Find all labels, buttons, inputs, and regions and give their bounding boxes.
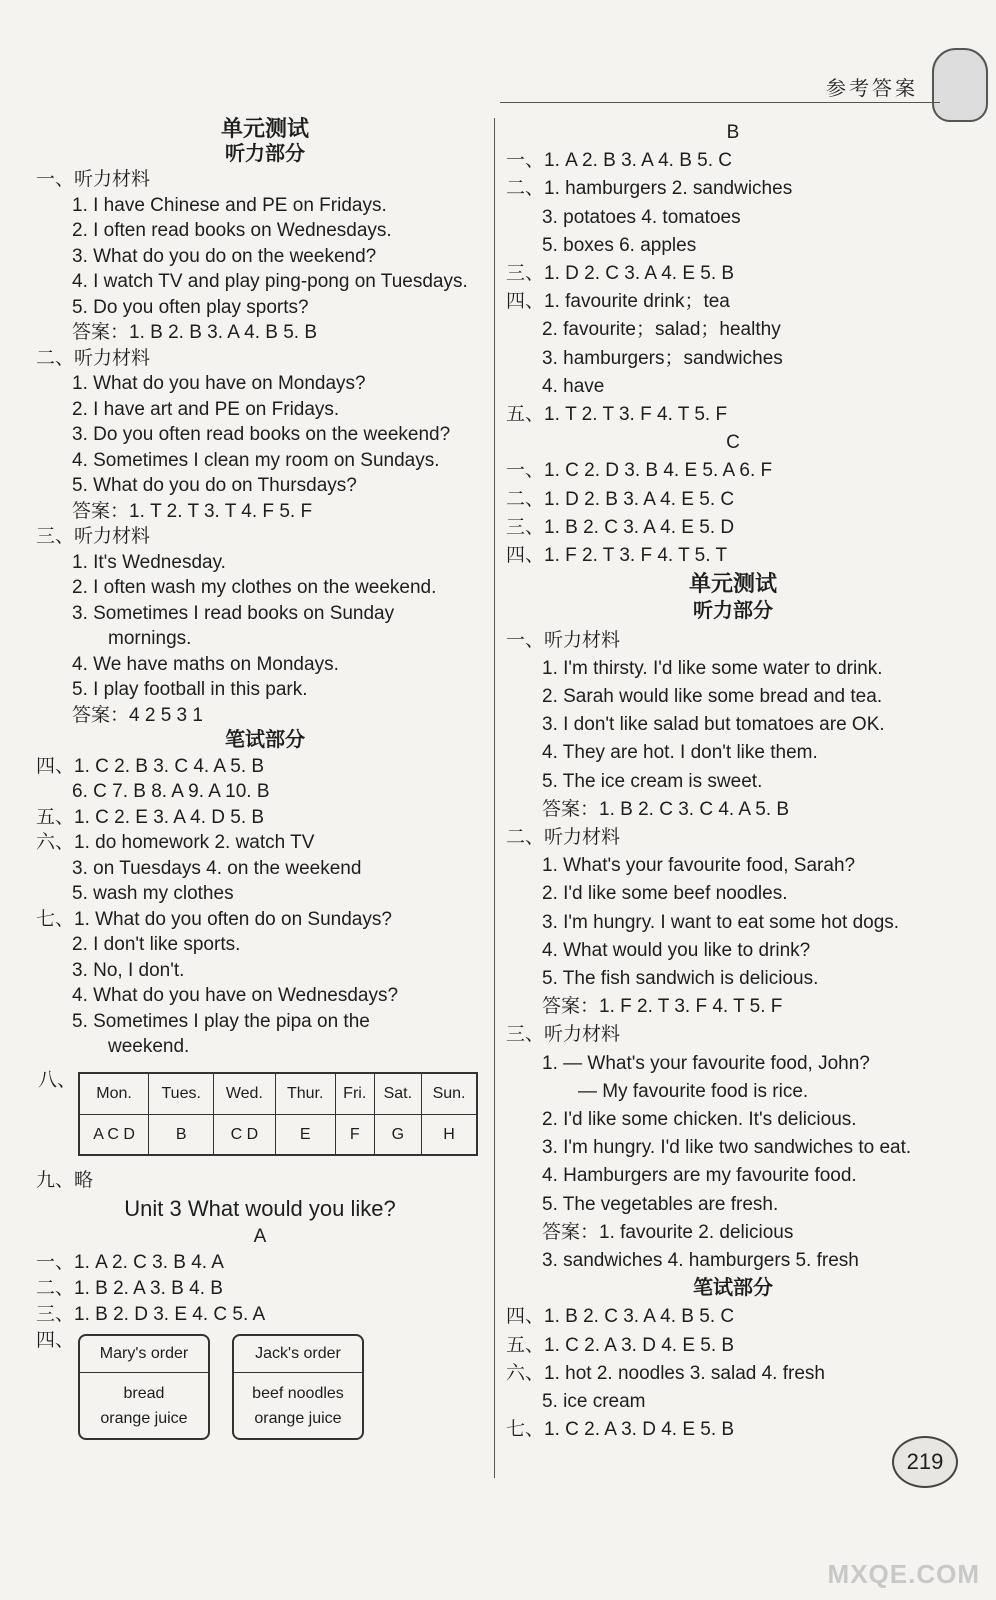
text-line: 5. Do you often play sports? xyxy=(72,296,309,318)
text-line: 一、1. A 2. C 3. B 4. A xyxy=(36,1252,224,1273)
schedule-answer-cell: F xyxy=(335,1115,374,1156)
text-line: 2. I don't like sports. xyxy=(72,934,241,955)
section-heading: 单元测试 xyxy=(220,116,309,141)
text-line: 答案：1. favourite 2. delicious xyxy=(542,1221,794,1243)
text-line: 一、听力材料 xyxy=(36,169,151,190)
text-line: 3. sandwiches 4. hamburgers 5. fresh xyxy=(542,1250,859,1271)
text-line: 4. We have maths on Mondays. xyxy=(72,653,339,675)
text-line: 3. What do you do on the weekend? xyxy=(72,245,377,267)
text-line: 五、1. C 2. A 3. D 4. E 5. B xyxy=(506,1334,735,1356)
schedule-answer-cell: A C D xyxy=(79,1115,149,1156)
text-line: 2. favourite；salad；healthy xyxy=(542,319,781,341)
text-line: 5. The ice cream is sweet. xyxy=(542,770,763,792)
jack-order-box xyxy=(232,1334,364,1440)
schedule-day-header: Tues. xyxy=(149,1073,214,1115)
page-number-badge: 219 xyxy=(892,1436,958,1488)
section-heading: 单元测试 xyxy=(688,571,777,597)
text-line: 2. I often wash my clothes on the weekend. xyxy=(72,577,437,598)
text-line: 二、听力材料 xyxy=(506,827,621,848)
text-line: 三、1. D 2. C 3. A 4. E 5. B xyxy=(506,263,735,284)
section-heading: 笔试部分 xyxy=(693,1277,773,1300)
mary-order-box xyxy=(78,1334,210,1440)
text-line: 一、听力材料 xyxy=(506,629,621,651)
order-item: orange juice xyxy=(254,1410,342,1427)
text-line: 六、1. hot 2. noodles 3. salad 4. fresh xyxy=(506,1362,825,1384)
text-line: 1. What do you have on Mondays? xyxy=(72,373,366,394)
text-line: 三、1. B 2. C 3. A 4. E 5. D xyxy=(506,516,735,538)
text-line: 2. Sarah would like some bread and tea. xyxy=(542,686,883,707)
schedule-label: 八、 xyxy=(38,1070,77,1091)
text-line: 一、1. C 2. D 3. B 4. E 5. A 6. F xyxy=(506,460,773,482)
text-line: 3. I'm hungry. I want to eat some hot dogs. xyxy=(542,911,900,933)
header-rule xyxy=(500,102,940,103)
text-line: 1. — What's your favourite food, John? xyxy=(542,1052,870,1074)
schedule-header-row xyxy=(79,1073,477,1115)
text-line: 四、1. favourite drink；tea xyxy=(506,291,730,313)
text-line: 四、1. B 2. C 3. A 4. B 5. C xyxy=(506,1306,735,1328)
order-title: Mary's order xyxy=(80,1336,208,1373)
text-line: 四、1. F 2. T 3. F 4. T 5. T xyxy=(506,545,728,566)
text-line: weekend. xyxy=(108,1036,190,1057)
schedule-day-header: Sun. xyxy=(422,1073,477,1115)
text-line: 3. hamburgers；sandwiches xyxy=(542,347,783,369)
text-line: mornings. xyxy=(108,628,192,649)
text-line: 3. potatoes 4. tomatoes xyxy=(542,206,741,228)
text-line: 3. on Tuesdays 4. on the weekend xyxy=(72,857,362,879)
text-line: 2. I'd like some chicken. It's delicious. xyxy=(542,1109,857,1130)
text-line: 三、1. B 2. D 3. E 4. C 5. A xyxy=(36,1304,266,1325)
text-line: 二、1. B 2. A 3. B 4. B xyxy=(36,1278,223,1299)
section-heading: Unit 3 What would you like? xyxy=(124,1196,396,1221)
header-label: 参考答案 xyxy=(826,78,918,100)
text-line: 3. No, I don't. xyxy=(72,959,185,981)
section-heading: 听力部分 xyxy=(225,142,305,165)
text-line: 5. The vegetables are fresh. xyxy=(542,1193,779,1215)
text-line: 4. have xyxy=(542,375,605,397)
section-heading: C xyxy=(726,432,740,454)
text-line: 5. The fish sandwich is delicious. xyxy=(542,968,819,989)
text-line: 七、1. C 2. A 3. D 4. E 5. B xyxy=(506,1419,735,1441)
text-line: 4. I watch TV and play ping-pong on Tuesdays. xyxy=(72,271,468,292)
text-line: 2. I'd like some beef noodles. xyxy=(542,883,788,905)
section-heading: B xyxy=(726,122,740,143)
schedule-answer-cell: G xyxy=(374,1115,421,1156)
order-item: orange juice xyxy=(100,1410,188,1427)
text-line: 三、听力材料 xyxy=(36,526,151,547)
text-line: 答案：1. B 2. B 3. A 4. B 5. B xyxy=(72,322,318,343)
text-line: 6. C 7. B 8. A 9. A 10. B xyxy=(72,781,270,802)
mascot-icon xyxy=(932,48,988,122)
text-line: 答案：1. F 2. T 3. F 4. T 5. F xyxy=(542,996,783,1018)
text-line: 4. What do you have on Wednesdays? xyxy=(72,985,399,1006)
text-line: 五、1. C 2. E 3. A 4. D 5. B xyxy=(36,806,265,828)
text-line: — My favourite food is rice. xyxy=(578,1080,809,1102)
text-line: 四、 xyxy=(36,1330,75,1351)
text-line: 3. Sometimes I read books on Sunday xyxy=(72,602,395,624)
text-line: 1. I have Chinese and PE on Fridays. xyxy=(72,194,387,216)
text-line: 5. wash my clothes xyxy=(72,883,234,904)
text-line: 一、1. A 2. B 3. A 4. B 5. C xyxy=(506,150,733,172)
text-line: 二、听力材料 xyxy=(36,347,151,369)
text-line: 5. I play football in this park. xyxy=(72,679,308,700)
order-item: bread xyxy=(123,1385,165,1402)
weekly-schedule-table xyxy=(78,1072,478,1156)
text-line: 1. It's Wednesday. xyxy=(72,551,226,573)
text-line: 二、1. hamburgers 2. sandwiches xyxy=(506,178,793,200)
text-line: 3. I'm hungry. I'd like two sandwiches to eat. xyxy=(542,1137,912,1159)
text-line: 3. I don't like salad but tomatoes are OK. xyxy=(542,714,885,736)
text-line: 5. Sometimes I play the pipa on the xyxy=(72,1010,370,1032)
text-line: 4. Hamburgers are my favourite food. xyxy=(542,1165,857,1187)
schedule-answer-cell: B xyxy=(149,1115,214,1156)
text-line: 答案：1. T 2. T 3. T 4. F 5. F xyxy=(72,500,313,522)
section-heading: A xyxy=(253,1226,267,1247)
text-line: 答案：1. B 2. C 3. C 4. A 5. B xyxy=(542,798,790,820)
order-title: Jack's order xyxy=(234,1336,362,1373)
text-line: 三、听力材料 xyxy=(506,1024,621,1046)
text-line: 五、1. T 2. T 3. F 4. T 5. F xyxy=(506,404,728,425)
text-line: 二、1. D 2. B 3. A 4. E 5. C xyxy=(506,488,735,510)
text-line: 六、1. do homework 2. watch TV xyxy=(36,832,315,853)
text-line: 九、略 xyxy=(36,1170,94,1191)
section-heading: 笔试部分 xyxy=(225,729,305,751)
order-item: beef noodles xyxy=(252,1385,344,1402)
watermark-text: MXQE.COM xyxy=(827,1559,980,1589)
schedule-day-header: Wed. xyxy=(214,1073,275,1115)
schedule-answer-cell: H xyxy=(422,1115,477,1156)
text-line: 5. boxes 6. apples xyxy=(542,234,697,256)
schedule-day-header: Sat. xyxy=(374,1073,421,1115)
text-line: 2. I often read books on Wednesdays. xyxy=(72,220,392,241)
text-line: 3. Do you often read books on the weekend? xyxy=(72,424,451,445)
text-line: 5. What do you do on Thursdays? xyxy=(72,475,357,496)
schedule-day-header: Fri. xyxy=(335,1073,374,1115)
column-divider xyxy=(494,118,495,1478)
text-line: 5. ice cream xyxy=(542,1391,646,1412)
schedule-day-header: Mon. xyxy=(79,1073,149,1115)
schedule-day-header: Thur. xyxy=(275,1073,335,1115)
text-line: 答案：4 2 5 3 1 xyxy=(72,704,203,726)
text-line: 七、1. What do you often do on Sundays? xyxy=(36,908,392,930)
schedule-answer-cell: E xyxy=(275,1115,335,1156)
text-line: 2. I have art and PE on Fridays. xyxy=(72,398,340,420)
schedule-answer-row xyxy=(79,1115,477,1156)
text-line: 四、1. C 2. B 3. C 4. A 5. B xyxy=(36,755,265,777)
text-line: 4. What would you like to drink? xyxy=(542,939,811,961)
schedule-answer-cell: C D xyxy=(214,1115,275,1156)
text-line: 1. I'm thirsty. I'd like some water to drink. xyxy=(542,657,883,679)
text-line: 4. They are hot. I don't like them. xyxy=(542,742,818,764)
text-line: 4. Sometimes I clean my room on Sundays. xyxy=(72,449,440,471)
text-line: 1. What's your favourite food, Sarah? xyxy=(542,855,856,877)
section-heading: 听力部分 xyxy=(693,600,773,623)
